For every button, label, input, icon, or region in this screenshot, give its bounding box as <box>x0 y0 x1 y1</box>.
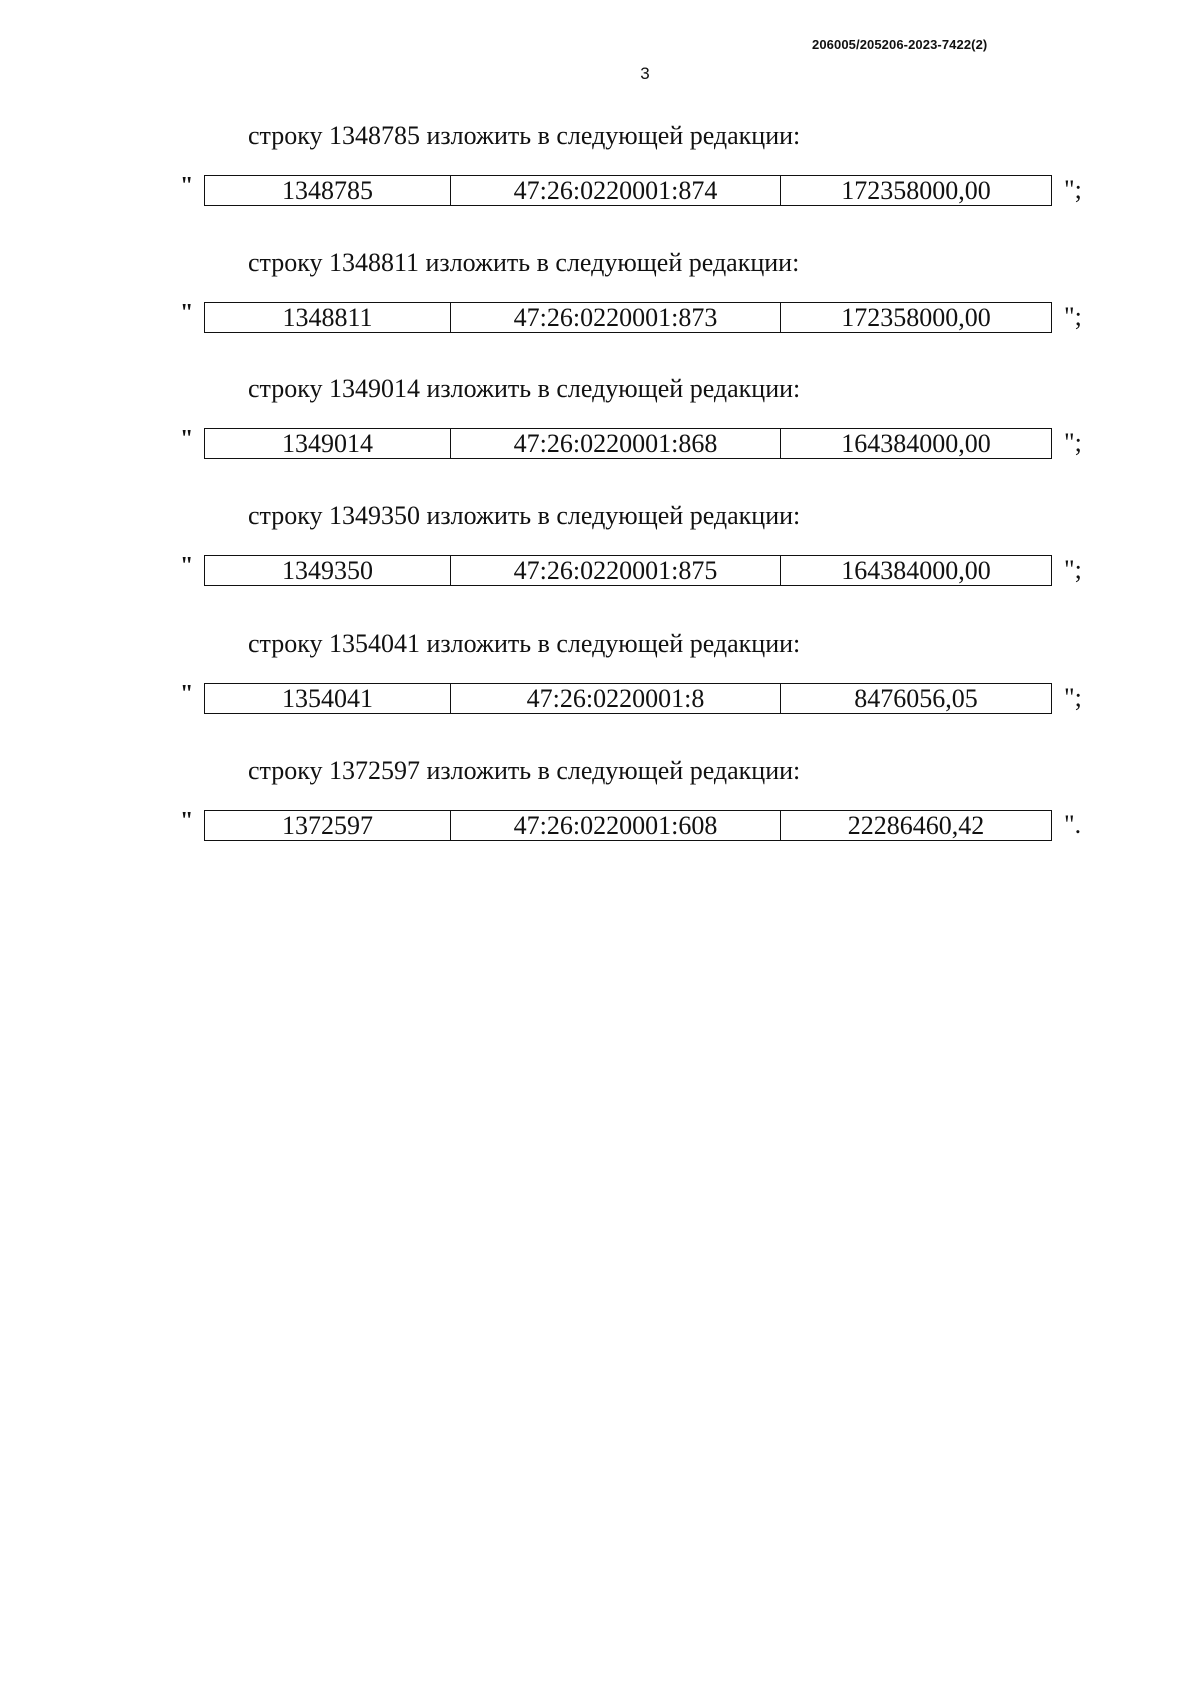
opening-quote: " <box>180 553 194 579</box>
document-registration-number: 206005/205206-2023-7422(2) <box>812 37 988 52</box>
opening-quote: " <box>180 426 194 452</box>
opening-quote: " <box>180 173 194 199</box>
opening-quote: " <box>180 681 194 707</box>
amendment-item <box>0 247 1200 357</box>
table-row <box>204 683 1052 714</box>
amendment-item <box>0 628 1200 738</box>
amendment-instruction: строку 1348785 изложить в следующей редакции: <box>248 121 801 150</box>
amendment-instruction: строку 1349014 изложить в следующей редакции: <box>248 374 801 403</box>
closing-quote: "; <box>1064 175 1082 204</box>
closing-quote: "; <box>1064 555 1082 584</box>
cadastral-value-cell: 172358000,00 <box>841 303 991 332</box>
closing-quote: "; <box>1064 302 1082 331</box>
cadastral-number-cell: 47:26:0220001:873 <box>451 303 781 332</box>
amendment-item <box>0 373 1200 483</box>
row-number-cell: 1354041 <box>205 684 451 713</box>
row-number-cell: 1349014 <box>205 429 451 458</box>
cadastral-value-cell: 22286460,42 <box>847 811 985 840</box>
amendment-instruction: строку 1372597 изложить в следующей редакции: <box>248 756 801 785</box>
cadastral-number-cell: 47:26:0220001:874 <box>451 176 781 205</box>
table-row <box>204 810 1052 841</box>
closing-quote: "; <box>1064 683 1082 712</box>
opening-quote: " <box>180 808 194 834</box>
cadastral-number-cell: 47:26:0220001:8 <box>451 684 781 713</box>
table-row <box>204 302 1052 333</box>
cadastral-number-cell: 47:26:0220001:868 <box>451 429 781 458</box>
cadastral-value-cell: 164384000,00 <box>841 556 991 585</box>
page-number: 3 <box>640 64 650 83</box>
closing-quote: ". <box>1064 810 1082 839</box>
opening-quote: " <box>180 300 194 326</box>
cadastral-value-cell: 172358000,00 <box>841 176 991 205</box>
amendment-instruction: строку 1354041 изложить в следующей редакции: <box>248 629 801 658</box>
row-number-cell: 1372597 <box>205 811 451 840</box>
table-row <box>204 428 1052 459</box>
cadastral-value-cell: 164384000,00 <box>841 429 991 458</box>
amendment-instruction: строку 1348811 изложить в следующей редакции: <box>248 248 800 277</box>
cadastral-number-cell: 47:26:0220001:875 <box>451 556 781 585</box>
table-row <box>204 555 1052 586</box>
amendment-item <box>0 755 1200 865</box>
amendment-item <box>0 500 1200 610</box>
closing-quote: "; <box>1064 428 1082 457</box>
amendment-item <box>0 120 1200 230</box>
row-number-cell: 1348785 <box>205 176 451 205</box>
row-number-cell: 1349350 <box>205 556 451 585</box>
row-number-cell: 1348811 <box>205 303 451 332</box>
cadastral-number-cell: 47:26:0220001:608 <box>451 811 781 840</box>
table-row <box>204 175 1052 206</box>
amendment-instruction: строку 1349350 изложить в следующей редакции: <box>248 501 801 530</box>
cadastral-value-cell: 8476056,05 <box>854 684 978 713</box>
